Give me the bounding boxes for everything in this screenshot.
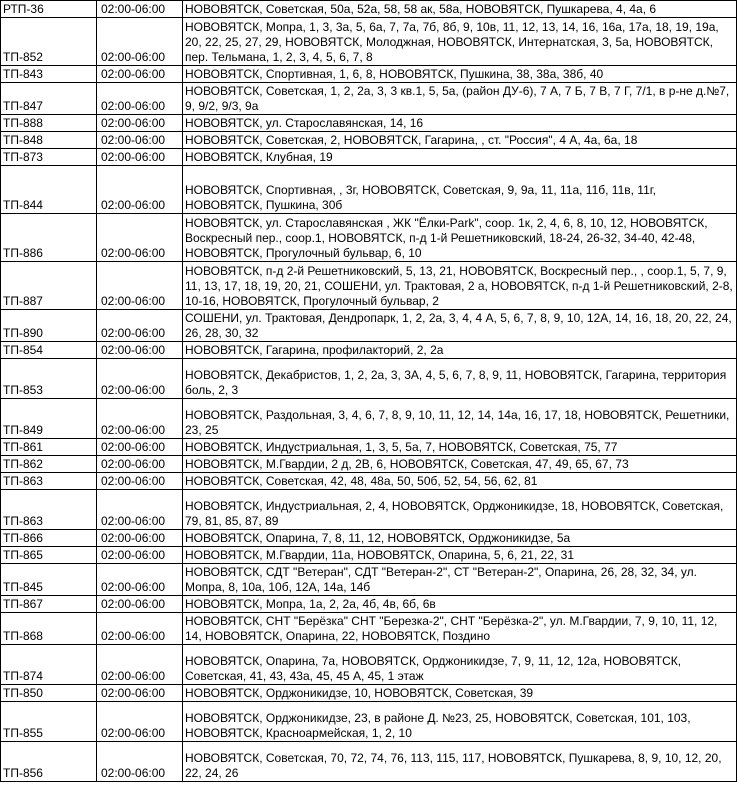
substation-code-cell: ТП-847 — [1, 83, 97, 115]
address-list-cell: НОВОВЯТСК, Орджоникидзе, 10, НОВОВЯТСК, Советская, 39 — [183, 685, 737, 702]
outage-time-cell: 02:00-06:00 — [97, 742, 183, 782]
substation-code-cell: ТП-867 — [1, 596, 97, 613]
outage-time-cell: 02:00-06:00 — [97, 1, 183, 18]
table-row — [1, 685, 737, 702]
outage-time-cell: 02:00-06:00 — [97, 149, 183, 166]
table-row — [1, 1, 737, 18]
outage-time-cell: 02:00-06:00 — [97, 310, 183, 342]
outage-time-cell: 02:00-06:00 — [97, 439, 183, 456]
outage-time-cell: 02:00-06:00 — [97, 359, 183, 399]
address-list-cell: СОШЕНИ, ул. Трактовая, Дендропарк, 1, 2, 2а, 3, 4, 4 А, 5, 6, 7, 8, 9, 10, 12А, 14, 16, 18, 20, 22, 24, 26, 28, 30, 32 — [183, 310, 737, 342]
table-row — [1, 530, 737, 547]
outage-time-cell: 02:00-06:00 — [97, 613, 183, 645]
table-row — [1, 564, 737, 596]
outage-time-cell: 02:00-06:00 — [97, 490, 183, 530]
table-row — [1, 166, 737, 214]
outage-time-cell: 02:00-06:00 — [97, 66, 183, 83]
outage-time-cell: 02:00-06:00 — [97, 83, 183, 115]
outage-time-cell: 02:00-06:00 — [97, 399, 183, 439]
table-row — [1, 342, 737, 359]
table-row — [1, 359, 737, 399]
substation-code-cell: ТП-886 — [1, 214, 97, 262]
substation-code-cell: ТП-873 — [1, 149, 97, 166]
table-row — [1, 214, 737, 262]
address-list-cell: НОВОВЯТСК, Спортивная, 1, 6, 8, НОВОВЯТСК, Пушкина, 38, 38а, 38б, 40 — [183, 66, 737, 83]
table-row — [1, 596, 737, 613]
table-row — [1, 83, 737, 115]
table-row — [1, 310, 737, 342]
substation-code-cell: ТП-887 — [1, 262, 97, 310]
outage-time-cell: 02:00-06:00 — [97, 530, 183, 547]
outage-time-cell: 02:00-06:00 — [97, 214, 183, 262]
address-list-cell: НОВОВЯТСК, Клубная, 19 — [183, 149, 737, 166]
substation-code-cell: ТП-863 — [1, 473, 97, 490]
table-row — [1, 742, 737, 782]
address-list-cell: НОВОВЯТСК, СНТ "Берёзка" СНТ "Березка-2", СНТ "Берёзка-2", ул. М.Гвардии, 7, 9, 10, 11, 12, 14, НОВОВЯТСК, Опарина, 22, НОВОВЯТСК, Поздино — [183, 613, 737, 645]
address-list-cell: НОВОВЯТСК, Индустриальная, 1, 3, 5, 5а, 7, НОВОВЯТСК, Советская, 75, 77 — [183, 439, 737, 456]
outage-time-cell: 02:00-06:00 — [97, 456, 183, 473]
substation-code-cell: ТП-845 — [1, 564, 97, 596]
table-row — [1, 399, 737, 439]
address-list-cell: НОВОВЯТСК, М.Гвардии, 2 д, 2В, 6, НОВОВЯТСК, Советская, 47, 49, 65, 67, 73 — [183, 456, 737, 473]
substation-code-cell: ТП-856 — [1, 742, 97, 782]
address-list-cell: НОВОВЯТСК, Советская, 1, 2, 2а, 3, 3 кв.1, 5, 5а, (район ДУ-6), 7 А, 7 Б, 7 В, 7 Г, 7/1, в р-не д.№7, 9, 9/2, 9/3, 9а — [183, 83, 737, 115]
substation-code-cell: ТП-863 — [1, 490, 97, 530]
address-list-cell: НОВОВЯТСК, Декабристов, 1, 2, 2а, 3, 3А, 4, 5, 6, 7, 8, 9, 11, НОВОВЯТСК, Гагарина, территория боль, 2, 3 — [183, 359, 737, 399]
outage-time-cell: 02:00-06:00 — [97, 342, 183, 359]
substation-code-cell: ТП-848 — [1, 132, 97, 149]
table-row — [1, 132, 737, 149]
address-list-cell: НОВОВЯТСК, Советская, 70, 72, 74, 76, 113, 115, 117, НОВОВЯТСК, Пушкарева, 8, 9, 10, 12, 20, 22, 24, 26 — [183, 742, 737, 782]
outage-time-cell: 02:00-06:00 — [97, 132, 183, 149]
substation-code-cell: ТП-843 — [1, 66, 97, 83]
outage-time-cell: 02:00-06:00 — [97, 645, 183, 685]
table-row — [1, 262, 737, 310]
outage-time-cell: 02:00-06:00 — [97, 473, 183, 490]
outage-time-cell: 02:00-06:00 — [97, 702, 183, 742]
address-list-cell: НОВОВЯТСК, Советская, 42, 48, 48а, 50, 50б, 52, 54, 56, 62, 81 — [183, 473, 737, 490]
table-row — [1, 439, 737, 456]
table-row — [1, 18, 737, 66]
address-list-cell: НОВОВЯТСК, Советская, 50а, 52а, 58, 58 ак, 58а, НОВОВЯТСК, Пушкарева, 4, 4а, 6 — [183, 1, 737, 18]
substation-code-cell: ТП-850 — [1, 685, 97, 702]
table-row — [1, 115, 737, 132]
table-row — [1, 456, 737, 473]
substation-code-cell: ТП-862 — [1, 456, 97, 473]
table-row — [1, 613, 737, 645]
address-list-cell: НОВОВЯТСК, Мопра, 1а, 2, 2а, 4б, 4в, 6б, 6в — [183, 596, 737, 613]
substation-code-cell: ТП-849 — [1, 399, 97, 439]
outage-time-cell: 02:00-06:00 — [97, 18, 183, 66]
outage-time-cell: 02:00-06:00 — [97, 115, 183, 132]
outage-time-cell: 02:00-06:00 — [97, 596, 183, 613]
outage-time-cell: 02:00-06:00 — [97, 564, 183, 596]
substation-code-cell: ТП-888 — [1, 115, 97, 132]
substation-code-cell: ТП-852 — [1, 18, 97, 66]
table-row — [1, 702, 737, 742]
substation-code-cell: ТП-855 — [1, 702, 97, 742]
table-row — [1, 547, 737, 564]
table-row — [1, 66, 737, 83]
address-list-cell: НОВОВЯТСК, Опарина, 7а, НОВОВЯТСК, Орджоникидзе, 7, 9, 11, 12, 12а, НОВОВЯТСК, Советская, 41, 43, 43а, 45, 45 А, 45, 1 этаж — [183, 645, 737, 685]
address-list-cell: НОВОВЯТСК, Индустриальная, 2, 4, НОВОВЯТСК, Орджоникидзе, 18, НОВОВЯТСК, Советская, 79, 81, 85, 87, 89 — [183, 490, 737, 530]
table-row — [1, 473, 737, 490]
address-list-cell: НОВОВЯТСК, Опарина, 7, 8, 11, 12, НОВОВЯТСК, Орджоникидзе, 5а — [183, 530, 737, 547]
address-list-cell: НОВОВЯТСК, ул. Старославянская , ЖК "Ёлки-Park", соор. 1к, 2, 4, 6, 8, 10, 12, НОВОВЯТСК, Воскресный пер., соор.1, НОВОВЯТСК, п-д 1-й Решетниковский, 18-24, 26-32, 34-40, 42-48, НОВОВЯТСК, Прогулочный бульвар, 6, 10 — [183, 214, 737, 262]
outage-time-cell: 02:00-06:00 — [97, 166, 183, 214]
substation-code-cell: ТП-844 — [1, 166, 97, 214]
outage-schedule-body — [1, 1, 737, 782]
substation-code-cell: ТП-874 — [1, 645, 97, 685]
table-row — [1, 645, 737, 685]
outage-time-cell: 02:00-06:00 — [97, 685, 183, 702]
substation-code-cell: ТП-868 — [1, 613, 97, 645]
address-list-cell: НОВОВЯТСК, ул. Старославянская, 14, 16 — [183, 115, 737, 132]
address-list-cell: НОВОВЯТСК, Мопра, 1, 3, 3а, 5, 6а, 7, 7а, 7б, 8б, 9, 10в, 11, 12, 13, 14, 16, 16а, 17а, 18, 19, 19а, 20, 22, 25, 27, 29, НОВОВЯТСК, Молоджная, НОВОВЯТСК, Интернатская, 3, 5а, НОВОВЯТСК, пер. Тельмана, 1, 2, 3, 4, 5, 6, 7, 8 — [183, 18, 737, 66]
substation-code-cell: ТП-866 — [1, 530, 97, 547]
address-list-cell: НОВОВЯТСК, Орджоникидзе, 23, в районе Д. №23, 25, НОВОВЯТСК, Советская, 101, 103, НОВОВЯТСК, Красноармейская, 1, 2, 10 — [183, 702, 737, 742]
address-list-cell: НОВОВЯТСК, Советская, 2, НОВОВЯТСК, Гагарина, , ст. "Россия", 4 А, 4а, 6а, 18 — [183, 132, 737, 149]
table-row — [1, 149, 737, 166]
outage-time-cell: 02:00-06:00 — [97, 547, 183, 564]
address-list-cell: НОВОВЯТСК, п-д 2-й Решетниковский, 5, 13, 21, НОВОВЯТСК, Воскресный пер., , соор.1, 5, 7, 9, 11, 13, 17, 18, 19, 20, 21, СОШЕНИ, ул. Трактовая, 2 а, НОВОВЯТСК, п-д 1-й Решетниковский, 2-8, 10-16, НОВОВЯТСК, Прогулочный бульвар, 2 — [183, 262, 737, 310]
substation-code-cell: ТП-853 — [1, 359, 97, 399]
address-list-cell: НОВОВЯТСК, Спортивная, , 3г, НОВОВЯТСК, Советская, 9, 9а, 11, 11а, 11б, 11в, 11г, НОВОВЯТСК, Пушкина, 30б — [183, 166, 737, 214]
address-list-cell: НОВОВЯТСК, СДТ "Ветеран", СДТ "Ветеран-2", СТ "Ветеран-2", Опарина, 26, 28, 32, 34, ул. Мопра, 8, 10а, 10б, 12А, 14а, 14б — [183, 564, 737, 596]
table-row — [1, 490, 737, 530]
address-list-cell: НОВОВЯТСК, Гагарина, профилакторий, 2, 2а — [183, 342, 737, 359]
substation-code-cell: ТП-890 — [1, 310, 97, 342]
substation-code-cell: ТП-861 — [1, 439, 97, 456]
substation-code-cell: РТП-36 — [1, 1, 97, 18]
address-list-cell: НОВОВЯТСК, М.Гвардии, 11а, НОВОВЯТСК, Опарина, 5, 6, 21, 22, 31 — [183, 547, 737, 564]
address-list-cell: НОВОВЯТСК, Раздольная, 3, 4, 6, 7, 8, 9, 10, 11, 12, 14, 14а, 16, 17, 18, НОВОВЯТСК, Решетники, 23, 25 — [183, 399, 737, 439]
substation-code-cell: ТП-865 — [1, 547, 97, 564]
substation-code-cell: ТП-854 — [1, 342, 97, 359]
outage-time-cell: 02:00-06:00 — [97, 262, 183, 310]
